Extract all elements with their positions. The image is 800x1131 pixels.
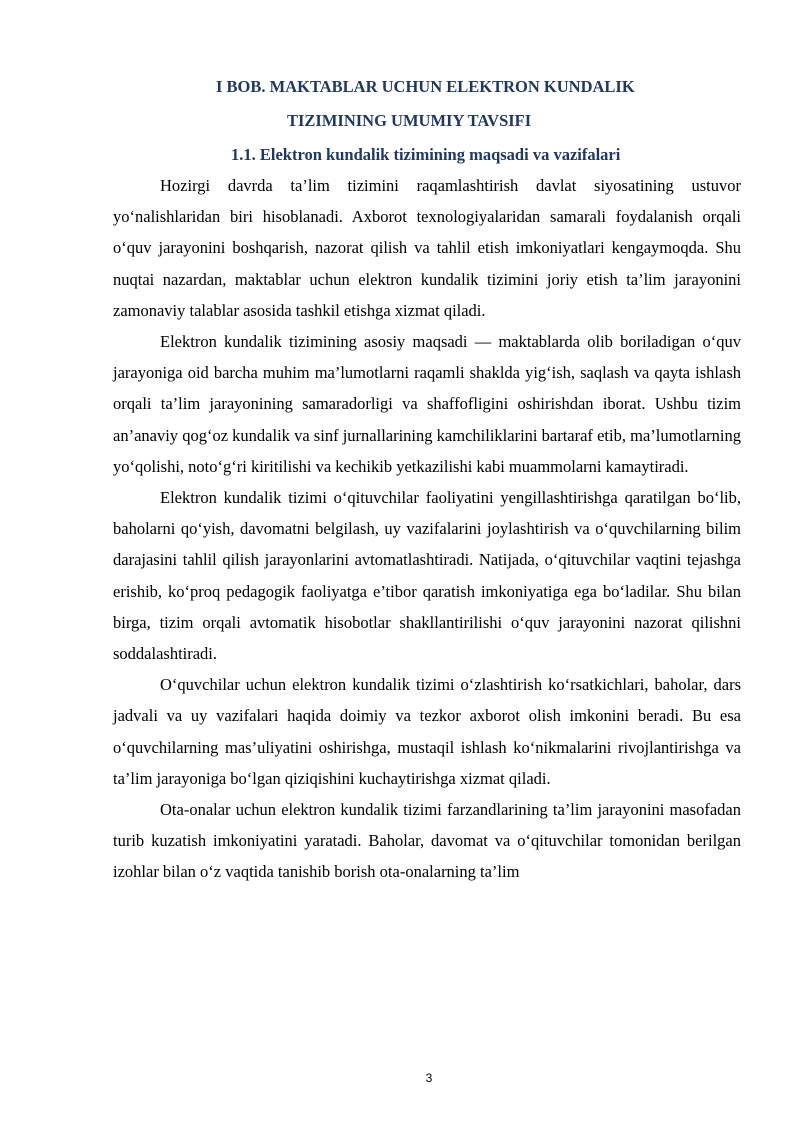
paragraph: Hozirgi davrda ta’lim tizimini raqamlashtirish davlat siyosatining ustuvor yo‘nalishlaridan biri hisoblanadi. Axborot texnologiyalaridan samarali foydalanish orqali o‘quv jarayonini boshqarish, nazorat qilish va tahlil etish imkoniyatlari kengaymoqda. Shu nuqtai nazardan, maktablar uchun elektron kundalik tizimini joriy etish ta’lim jarayonini zamonaviy talablar asosida tashkil etishga xizmat qiladi. [113,176,741,320]
section-title: 1.1. Elektron kundalik tizimining maqsadi va vazifalari [231,145,621,164]
chapter-title-line1: I BOB. MAKTABLAR UCHUN ELEKTRON KUNDALIK [216,77,635,96]
paragraph: Elektron kundalik tizimining asosiy maqsadi — maktablarda olib boriladigan o‘quv jarayoniga oid barcha muhim ma’lumotlarni raqamli shaklda yig‘ish, saqlash va qayta ishlash orqali ta’lim jarayonining samaradorligi va shaffofligini oshirishdan iborat. Ushbu tizim an’anaviy qog‘oz kundalik va sinf jurnallarining kamchiliklarini bartaraf etib, ma’lumotlarning yo‘qolishi, noto‘g‘ri kiritilishi va kechikib yetkazilishi kabi muammolarni kamaytiradi. [113,332,741,476]
paragraph: Elektron kundalik tizimi o‘qituvchilar faoliyatini yengillashtirishga qaratilgan bo‘lib, baholarni qo‘yish, davomatni belgilash, uy vazifalarini joylashtirish va o‘quvchilarning bilim darajasini tahlil qilish jarayonlarini avtomatlashtiradi. Natijada, o‘qituvchilar vaqtini tejashga erishib, ko‘proq pedagogik faoliyatga e’tibor qaratish imkoniyatiga ega bo‘ladilar. Shu bilan birga, tizim orqali avtomatik hisobotlar shakllantirilishi o‘quv jarayonini nazorat qilishni soddalashtiradi. [113,488,741,664]
page-number: 3 [425,1071,433,1085]
paragraph: O‘quvchilar uchun elektron kundalik tizimi o‘zlashtirish ko‘rsatkichlari, baholar, dars jadvali va uy vazifalari haqida doimiy va tezkor axborot olish imkonini beradi. Bu esa o‘quvchilarning mas’uliyatini oshirishga, mustaqil ishlash ko‘nikmalarini rivojlantirishga va ta’lim jarayoniga bo‘lgan qiziqishini kuchaytirishga xizmat qiladi. [113,675,741,788]
body-text [113,170,741,888]
paragraph-partial: Ota-onalar uchun elektron kundalik tizimi farzandlarining ta’lim jarayonini masofadan turib kuzatish imkoniyatini yaratadi. Baholar, davomat va o‘qituvchilar tomonidan berilgan izohlar bilan o‘z vaqtida tanishib borish ota-onalarning ta’lim [113,800,741,882]
chapter-title-line2: TIZIMINING UMUMIY TAVSIFI [287,111,532,130]
